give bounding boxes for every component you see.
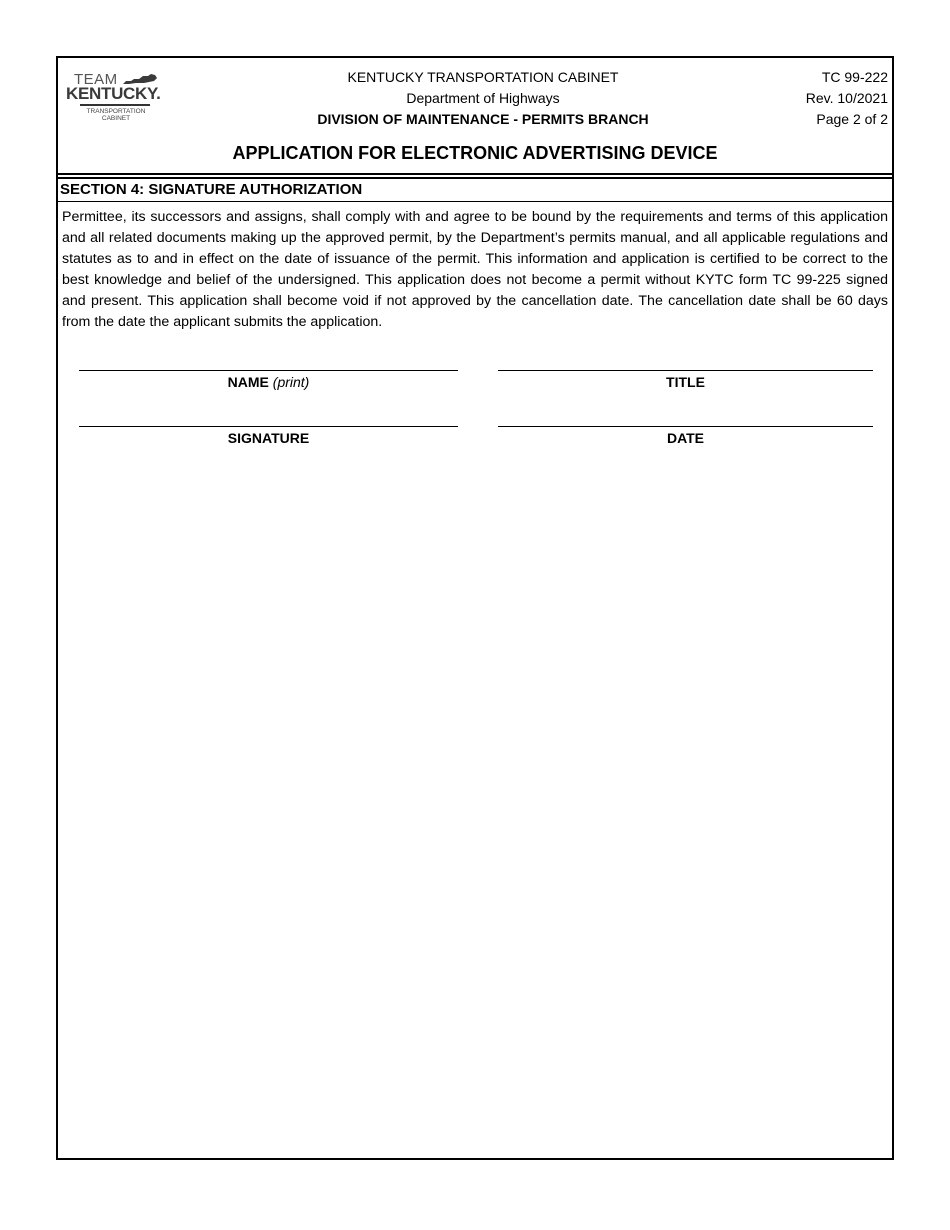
date-input-line[interactable]: [498, 426, 873, 427]
section-divider: [58, 201, 892, 202]
title-label: TITLE: [666, 374, 705, 390]
logo-subtitle-line2: CABINET: [101, 115, 131, 122]
form-number: TC 99-222: [821, 69, 888, 85]
signature-label: SIGNATURE: [227, 430, 310, 446]
page-number: Page 2 of 2: [816, 111, 888, 127]
name-label-hint: (print): [272, 374, 310, 390]
logo-subtitle-line1: TRANSPORTATION: [86, 108, 146, 115]
name-label: [79, 374, 458, 390]
name-input-line[interactable]: [79, 370, 458, 371]
logo-kentucky-text: KENTUCKY.: [66, 84, 161, 103]
signature-input-line[interactable]: [79, 426, 458, 427]
form-title: APPLICATION FOR ELECTRONIC ADVERTISING DEVICE: [232, 143, 718, 163]
team-kentucky-logo: [66, 68, 166, 124]
department-name: Department of Highways: [406, 90, 560, 106]
logo-divider: [80, 104, 150, 106]
division-name: DIVISION OF MAINTENANCE - PERMITS BRANCH: [317, 111, 649, 127]
logo-team-text: TEAM: [74, 71, 118, 88]
title-input-line[interactable]: [498, 370, 873, 371]
form-header: [58, 58, 892, 175]
name-label-text: NAME: [227, 374, 269, 390]
agency-name: KENTUCKY TRANSPORTATION CABINET: [347, 69, 619, 85]
section-signature-authorization: [58, 177, 892, 1160]
form-page: [56, 56, 894, 1160]
section-title: SECTION 4: SIGNATURE AUTHORIZATION: [60, 181, 363, 198]
authorization-statement: Permittee, its successors and assigns, shall comply with and agree to be bound by the requirements and terms of this application and all related documents making up the approved permit, by the Department’s permits manual, and all applicable regulations and statutes as to and in effect on the date of issuance of the permit. This information and application is certified to be correct to the best knowledge and belief of the undersigned. This application does not become a permit without KYTC form TC 99-225 signed and present. This application shall become void if not approved by the cancellation date. The cancellation date shall be 60 days from the date the applicant submits the application.: [62, 209, 888, 330]
form-revision: Rev. 10/2021: [805, 90, 888, 106]
date-label: DATE: [666, 430, 705, 446]
